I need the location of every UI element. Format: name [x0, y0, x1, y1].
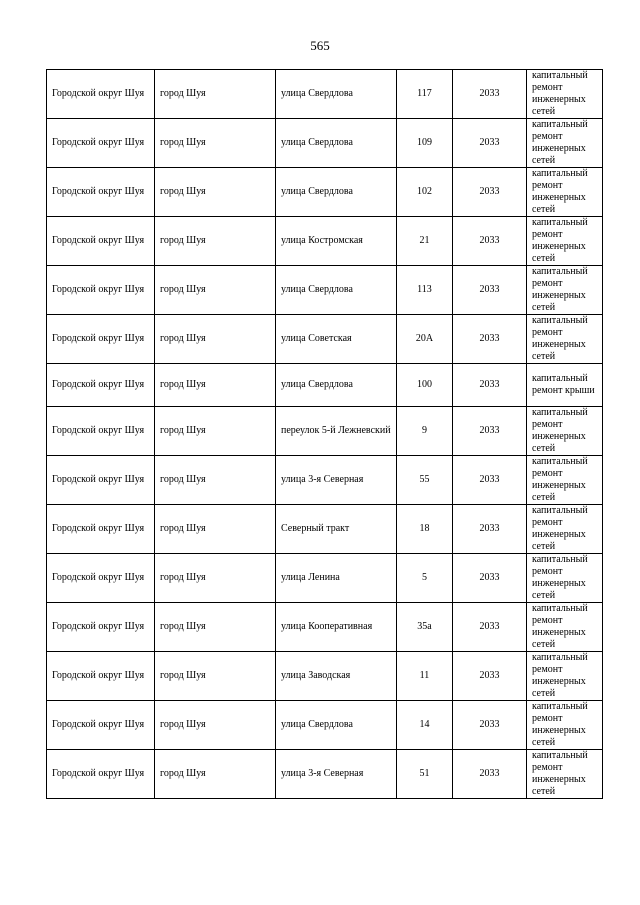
table-row	[47, 652, 603, 701]
year-cell: 2033	[453, 750, 527, 799]
house-number-cell: 18	[397, 505, 453, 554]
municipality-cell: Городской округ Шуя	[47, 70, 155, 119]
table-body	[47, 70, 603, 799]
municipality-cell: Городской округ Шуя	[47, 266, 155, 315]
street-cell: улица Ленина	[276, 554, 397, 603]
house-number-cell: 109	[397, 119, 453, 168]
house-number-cell: 20А	[397, 315, 453, 364]
work-type-cell: капитальный ремонт инженерных сетей	[527, 70, 603, 119]
settlement-cell: город Шуя	[155, 315, 276, 364]
house-number-cell: 51	[397, 750, 453, 799]
settlement-cell: город Шуя	[155, 554, 276, 603]
settlement-cell: город Шуя	[155, 701, 276, 750]
street-cell: улица Свердлова	[276, 168, 397, 217]
street-cell: улица 3-я Северная	[276, 456, 397, 505]
year-cell: 2033	[453, 554, 527, 603]
table-row	[47, 505, 603, 554]
work-type-cell: капитальный ремонт инженерных сетей	[527, 119, 603, 168]
settlement-cell: город Шуя	[155, 652, 276, 701]
year-cell: 2033	[453, 315, 527, 364]
municipality-cell: Городской округ Шуя	[47, 315, 155, 364]
table-row	[47, 603, 603, 652]
street-cell: Северный тракт	[276, 505, 397, 554]
year-cell: 2033	[453, 119, 527, 168]
municipality-cell: Городской округ Шуя	[47, 750, 155, 799]
settlement-cell: город Шуя	[155, 603, 276, 652]
work-type-cell: капитальный ремонт крыши	[527, 364, 603, 407]
municipality-cell: Городской округ Шуя	[47, 168, 155, 217]
housing-repair-table	[46, 69, 603, 799]
work-type-cell: капитальный ремонт инженерных сетей	[527, 701, 603, 750]
house-number-cell: 5	[397, 554, 453, 603]
house-number-cell: 102	[397, 168, 453, 217]
house-number-cell: 11	[397, 652, 453, 701]
table-row	[47, 217, 603, 266]
settlement-cell: город Шуя	[155, 266, 276, 315]
year-cell: 2033	[453, 168, 527, 217]
street-cell: переулок 5-й Лежневский	[276, 407, 397, 456]
house-number-cell: 117	[397, 70, 453, 119]
municipality-cell: Городской округ Шуя	[47, 554, 155, 603]
year-cell: 2033	[453, 364, 527, 407]
municipality-cell: Городской округ Шуя	[47, 652, 155, 701]
year-cell: 2033	[453, 266, 527, 315]
settlement-cell: город Шуя	[155, 750, 276, 799]
settlement-cell: город Шуя	[155, 168, 276, 217]
year-cell: 2033	[453, 603, 527, 652]
street-cell: улица Свердлова	[276, 364, 397, 407]
house-number-cell: 113	[397, 266, 453, 315]
municipality-cell: Городской округ Шуя	[47, 364, 155, 407]
table-row	[47, 168, 603, 217]
street-cell: улица Свердлова	[276, 266, 397, 315]
house-number-cell: 100	[397, 364, 453, 407]
table-row	[47, 266, 603, 315]
work-type-cell: капитальный ремонт инженерных сетей	[527, 456, 603, 505]
municipality-cell: Городской округ Шуя	[47, 701, 155, 750]
municipality-cell: Городской округ Шуя	[47, 407, 155, 456]
house-number-cell: 9	[397, 407, 453, 456]
settlement-cell: город Шуя	[155, 70, 276, 119]
municipality-cell: Городской округ Шуя	[47, 217, 155, 266]
table-row	[47, 456, 603, 505]
settlement-cell: город Шуя	[155, 217, 276, 266]
municipality-cell: Городской округ Шуя	[47, 505, 155, 554]
year-cell: 2033	[453, 70, 527, 119]
house-number-cell: 35а	[397, 603, 453, 652]
street-cell: улица Свердлова	[276, 701, 397, 750]
settlement-cell: город Шуя	[155, 456, 276, 505]
municipality-cell: Городской округ Шуя	[47, 119, 155, 168]
work-type-cell: капитальный ремонт инженерных сетей	[527, 652, 603, 701]
work-type-cell: капитальный ремонт инженерных сетей	[527, 168, 603, 217]
year-cell: 2033	[453, 701, 527, 750]
street-cell: улица 3-я Северная	[276, 750, 397, 799]
work-type-cell: капитальный ремонт инженерных сетей	[527, 554, 603, 603]
work-type-cell: капитальный ремонт инженерных сетей	[527, 217, 603, 266]
settlement-cell: город Шуя	[155, 119, 276, 168]
street-cell: улица Костромская	[276, 217, 397, 266]
settlement-cell: город Шуя	[155, 505, 276, 554]
table-row	[47, 407, 603, 456]
table-row	[47, 750, 603, 799]
year-cell: 2033	[453, 652, 527, 701]
year-cell: 2033	[453, 407, 527, 456]
house-number-cell: 14	[397, 701, 453, 750]
street-cell: улица Кооперативная	[276, 603, 397, 652]
table-row	[47, 701, 603, 750]
table-row	[47, 315, 603, 364]
year-cell: 2033	[453, 456, 527, 505]
year-cell: 2033	[453, 217, 527, 266]
settlement-cell: город Шуя	[155, 364, 276, 407]
house-number-cell: 55	[397, 456, 453, 505]
street-cell: улица Свердлова	[276, 119, 397, 168]
work-type-cell: капитальный ремонт инженерных сетей	[527, 750, 603, 799]
table-row	[47, 119, 603, 168]
municipality-cell: Городской округ Шуя	[47, 456, 155, 505]
page-number: 565	[310, 38, 330, 53]
table-row	[47, 70, 603, 119]
work-type-cell: капитальный ремонт инженерных сетей	[527, 505, 603, 554]
street-cell: улица Заводская	[276, 652, 397, 701]
municipality-cell: Городской округ Шуя	[47, 603, 155, 652]
work-type-cell: капитальный ремонт инженерных сетей	[527, 407, 603, 456]
work-type-cell: капитальный ремонт инженерных сетей	[527, 266, 603, 315]
house-number-cell: 21	[397, 217, 453, 266]
street-cell: улица Свердлова	[276, 70, 397, 119]
year-cell: 2033	[453, 505, 527, 554]
table-row	[47, 364, 603, 407]
street-cell: улица Советская	[276, 315, 397, 364]
work-type-cell: капитальный ремонт инженерных сетей	[527, 315, 603, 364]
work-type-cell: капитальный ремонт инженерных сетей	[527, 603, 603, 652]
table-row	[47, 554, 603, 603]
settlement-cell: город Шуя	[155, 407, 276, 456]
